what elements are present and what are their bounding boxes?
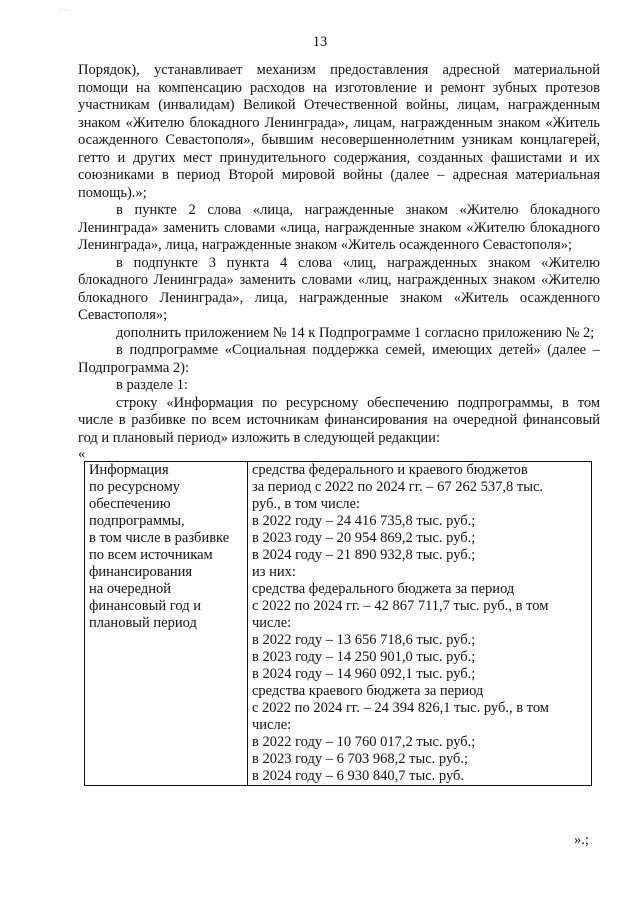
value-line: в 2022 году – 13 656 718,6 тыс. руб.; bbox=[252, 632, 476, 648]
value-line: в 2022 году – 24 416 735,8 тыс. руб.; bbox=[252, 513, 476, 529]
label-line: на очередной bbox=[89, 581, 172, 597]
document-body bbox=[78, 62, 600, 786]
paragraph-intro: Порядок), устанавливает механизм предоставления адресной материальной помощи на компенсацию расходов на изготовление и ремонт зубных протезов участникам (инвалидам) Великой Отечественной войны, лицам, награжденным знаком «Жителю блокадного Ленинграда», лицам, награжденным знаком «Житель осажденного Севастополя», бывшим несовершеннолетним узникам концлагерей, гетто и других мест принудительного содержания, созданных фашистами и их союзниками в период Второй мировой войны (далее – адресная материальная помощь).»; bbox=[78, 62, 600, 201]
value-line: с 2022 по 2024 гг. – 42 867 711,7 тыс. руб., в том bbox=[252, 598, 549, 614]
paragraph-point-2: в пункте 2 слова «лица, награжденные знаком «Жителю блокадного Ленинграда» заменить словами «лица, награжденные знаком «Жителю блокадного Ленинграда», лица, награжденные знаком «Житель осажденного Севастополя»; bbox=[78, 202, 600, 253]
value-line: средства федерального и краевого бюджетов bbox=[252, 462, 528, 478]
table-value-cell bbox=[248, 462, 592, 786]
paragraph-section-1: в разделе 1: bbox=[116, 377, 189, 393]
value-line: из них: bbox=[252, 564, 296, 580]
label-line: плановый период bbox=[89, 615, 197, 631]
label-line: подпрограммы, bbox=[89, 513, 185, 529]
value-line: с 2022 по 2024 гг. – 24 394 826,1 тыс. руб., в том bbox=[252, 700, 549, 716]
value-line: в 2024 году – 21 890 932,8 тыс. руб.; bbox=[252, 547, 476, 563]
label-line: по ресурсному bbox=[89, 479, 181, 495]
value-line: числе: bbox=[252, 717, 292, 733]
opening-quote-mark: « bbox=[78, 446, 86, 462]
table-label-cell bbox=[85, 462, 248, 786]
scan-corner-mark: · · bbox=[60, 6, 68, 15]
value-line: средства краевого бюджета за период bbox=[252, 683, 484, 699]
value-line: в 2023 году – 20 954 869,2 тыс. руб.; bbox=[252, 530, 476, 546]
label-line: финансовый год и bbox=[89, 598, 201, 614]
closing-quote-mark: ».; bbox=[574, 832, 589, 848]
table-row bbox=[85, 462, 592, 786]
value-line: в 2024 году – 6 930 840,7 тыс. руб. bbox=[252, 768, 465, 784]
paragraph-appendix-14: дополнить приложением № 14 к Подпрограмме 1 согласно приложению № 2; bbox=[116, 324, 595, 341]
paragraph-subpoint-3: в подпункте 3 пункта 4 слова «лиц, награжденных знаком «Жителю блокадного Ленинграда» заменить словами «лиц, награжденных знаком «Жителю блокадного Ленинграда», лица, награжденные знаком «Житель осажденного Севастополя»; bbox=[78, 254, 600, 323]
value-line: руб., в том числе: bbox=[252, 496, 360, 512]
value-line: за период с 2022 по 2024 гг. – 67 262 537,8 тыс. bbox=[252, 479, 544, 495]
value-line: числе: bbox=[252, 615, 292, 631]
label-line: по всем источникам bbox=[89, 547, 213, 563]
paragraph-subprogram-2: в подпрограмме «Социальная поддержка семей, имеющих детей» (далее – Подпрограмма 2): bbox=[78, 342, 600, 376]
paragraph-resource-row: строку «Информация по ресурсному обеспечению подпрограммы, в том числе в разбивке по всем источникам финансирования на очередной финансовый год и плановый период» изложить в следующей редакции: bbox=[78, 394, 600, 446]
label-line: обеспечению bbox=[89, 496, 171, 512]
label-line: в том числе в разбивке bbox=[89, 530, 230, 546]
label-line: финансирования bbox=[89, 564, 193, 580]
value-line: в 2024 году – 14 960 092,1 тыс. руб.; bbox=[252, 666, 476, 682]
value-line: в 2023 году – 14 250 901,0 тыс. руб.; bbox=[252, 649, 476, 665]
value-line: в 2022 году – 10 760 017,2 тыс. руб.; bbox=[252, 734, 476, 750]
value-line: в 2023 году – 6 703 968,2 тыс. руб.; bbox=[252, 751, 469, 767]
value-line: средства федерального бюджета за период bbox=[252, 581, 515, 597]
label-line: Информация bbox=[89, 462, 169, 478]
resource-info-table bbox=[84, 461, 592, 786]
page-number: 13 bbox=[312, 34, 328, 50]
